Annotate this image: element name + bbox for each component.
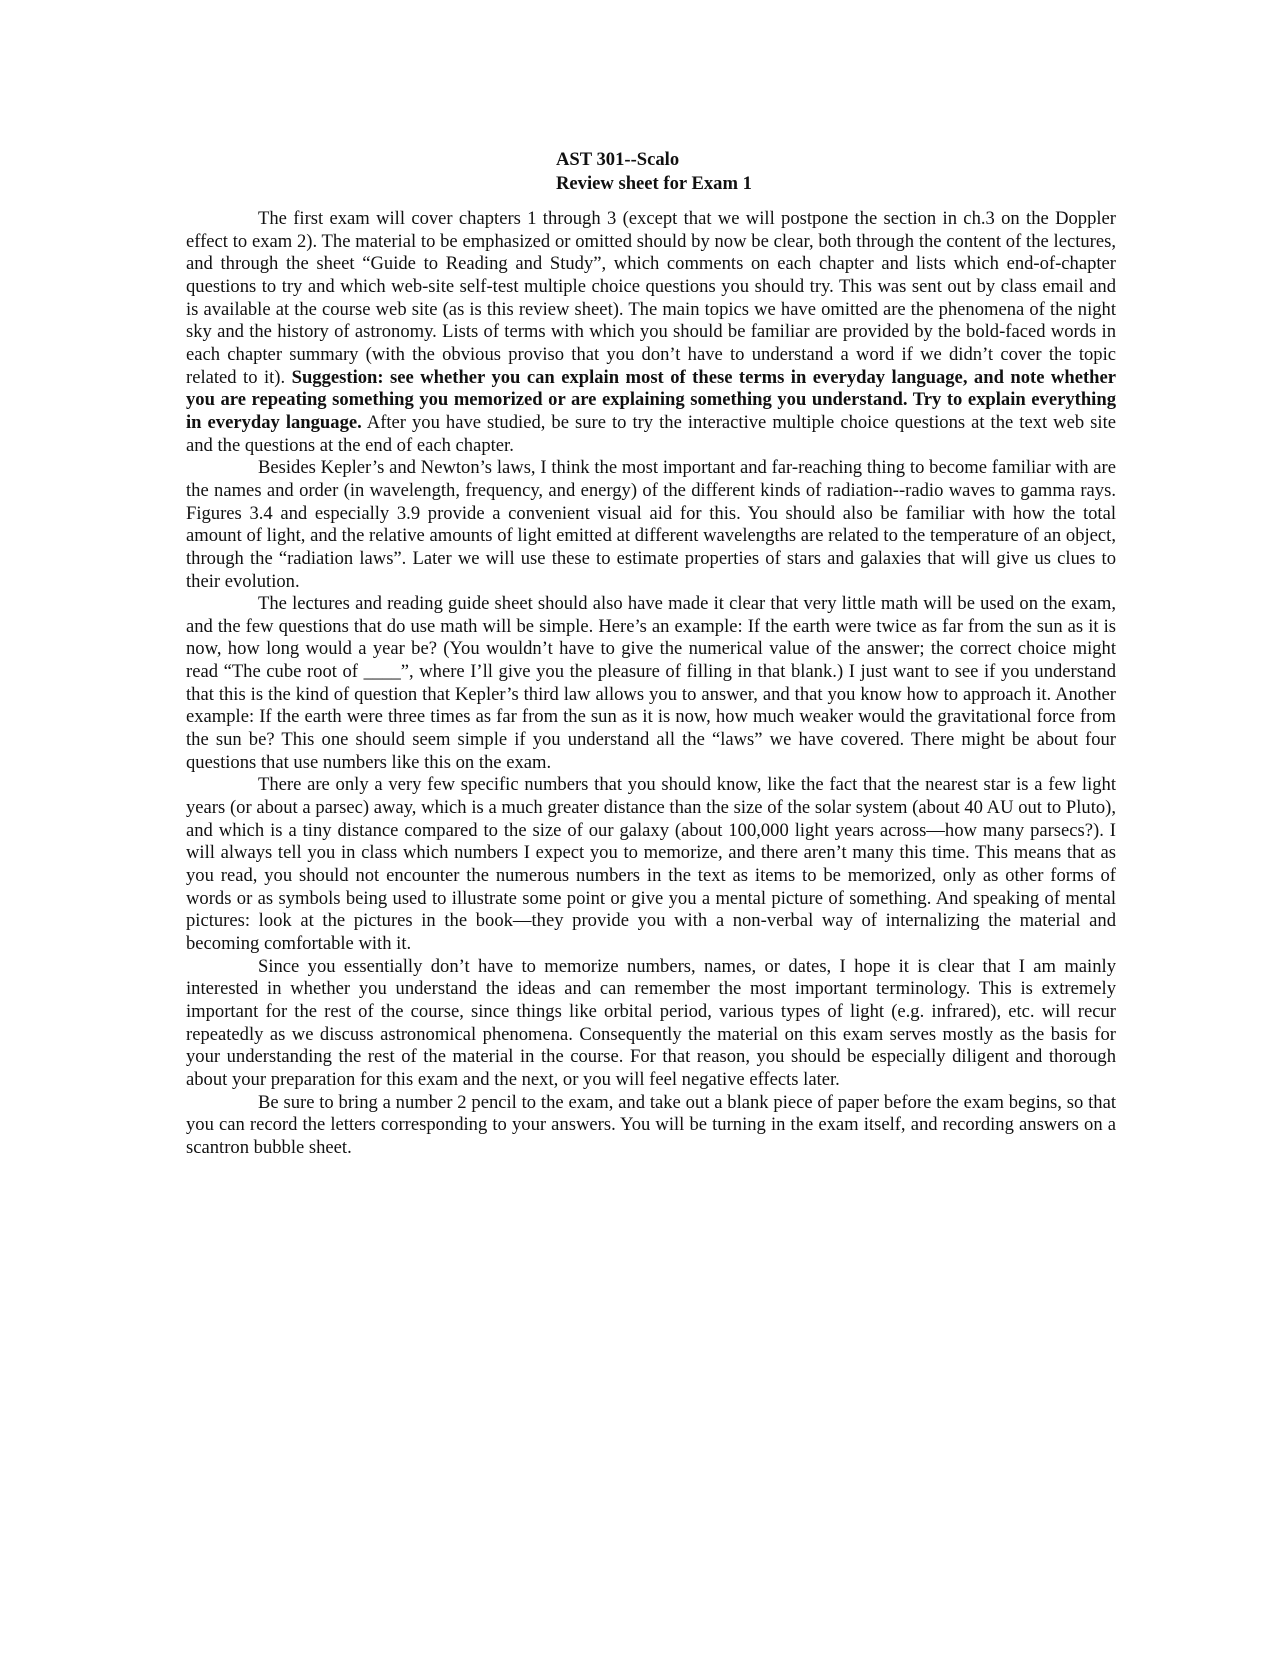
paragraph-exam-supplies: Be sure to bring a number 2 pencil to the exam, and take out a blank piece of paper before the exam begins, so that you can record the letters corresponding to your answers. You will be turning in the exam itself, and recording answers on a scantron bubble sheet.	[186, 1091, 1116, 1158]
paragraph-text: After you have studied, be sure to try the interactive multiple choice questions at the text web site and the questions at the end of each chapter.	[186, 411, 1116, 456]
paragraph-text: The first exam will cover chapters 1 through 3 (except that we will postpone the section in ch.3 on the Doppler effect to exam 2). The material to be emphasized or omitted should by now be clear, both through the content of the lectures, and through the sheet “Guide to Reading and Study”, which comments on each chapter and lists which end-of-chapter questions to try and which web-site self-test multiple choice questions you should try. This was sent out by class email and is available at the course web site (as is this review sheet). The main topics we have omitted are the phenomena of the night sky and the history of astronomy. Lists of terms with which you should be familiar are provided by the bold-faced words in each chapter summary (with the obvious proviso that you don’t have to understand a word if we didn’t cover the topic related to it).	[186, 208, 1116, 388]
paragraph-numbers: There are only a very few specific numbers that you should know, like the fact that the nearest star is a few light years (or about a parsec) away, which is a much greater distance than the size of the solar system (about 40 AU out to Pluto), and which is a tiny distance compared to the size of our galaxy (about 100,000 light years across—how many parsecs?). I will always tell you in class which numbers I expect you to memorize, and there aren’t many this time. This means that as you read, you should not encounter the numerous numbers in the text as items to be memorized, only as other forms of words or as symbols being used to illustrate some point or give you a mental picture of something. And speaking of mental pictures: look at the pictures in the book—they provide you with a non-verbal way of internalizing the material and becoming comfortable with it.	[186, 774, 1116, 954]
paragraph-math: The lectures and reading guide sheet should also have made it clear that very little math will be used on the exam, and the few questions that do use math will be simple. Here’s an example: If the earth were twice as far from the sun as it is now, how long would a year be? (You wouldn’t have to give the numerical value of the answer; the correct choice might read “The cube root of ____”, where I’ll give you the pleasure of filling in that blank.) I just want to see if you understand that this is the kind of question that Kepler’s third law allows you to answer, and that you know how to approach it. Another example: If the earth were three times as far from the sun as it is now, how much weaker would the gravitational force from the sun be? This one should seem simple if you understand all the “laws” we have covered. There might be about four questions that use numbers like this on the exam.	[186, 593, 1116, 773]
paragraph-radiation: Besides Kepler’s and Newton’s laws, I think the most important and far-reaching thing to become familiar with are the names and order (in wavelength, frequency, and energy) of the different kinds of radiation--radio waves to gamma rays. Figures 3.4 and especially 3.9 provide a convenient visual aid for this. You should also be familiar with how the total amount of light, and the relative amounts of light emitted at different wavelengths are related to the temperature of an object, through the “radiation laws”. Later we will use these to estimate properties of stars and galaxies that will give us clues to their evolution.	[186, 457, 1116, 592]
document-subtitle: Review sheet for Exam 1	[556, 173, 752, 194]
title-block	[186, 148, 1116, 196]
paragraph-exam-coverage	[186, 208, 1116, 457]
suggestion-bold-text: Suggestion: see whether you can explain most of these terms in everyday language, and note whether you are repeating something you memorized or are explaining something you understand. Try to explain everything in everyday language.	[186, 366, 1116, 433]
paragraph-understanding: Since you essentially don’t have to memorize numbers, names, or dates, I hope it is clear that I am mainly interested in whether you understand the ideas and can remember the most important terminology. This is extremely important for the rest of the course, since things like orbital period, various types of light (e.g. infrared), etc. will recur repeatedly as we discuss astronomical phenomena. Consequently the material on this exam serves mostly as the basis for your understanding the rest of the material in the course. For that reason, you should be especially diligent and thorough about your preparation for this exam and the next, or you will feel negative effects later.	[186, 955, 1116, 1090]
document-page	[186, 148, 1116, 1160]
course-title: AST 301--Scalo	[556, 149, 680, 170]
